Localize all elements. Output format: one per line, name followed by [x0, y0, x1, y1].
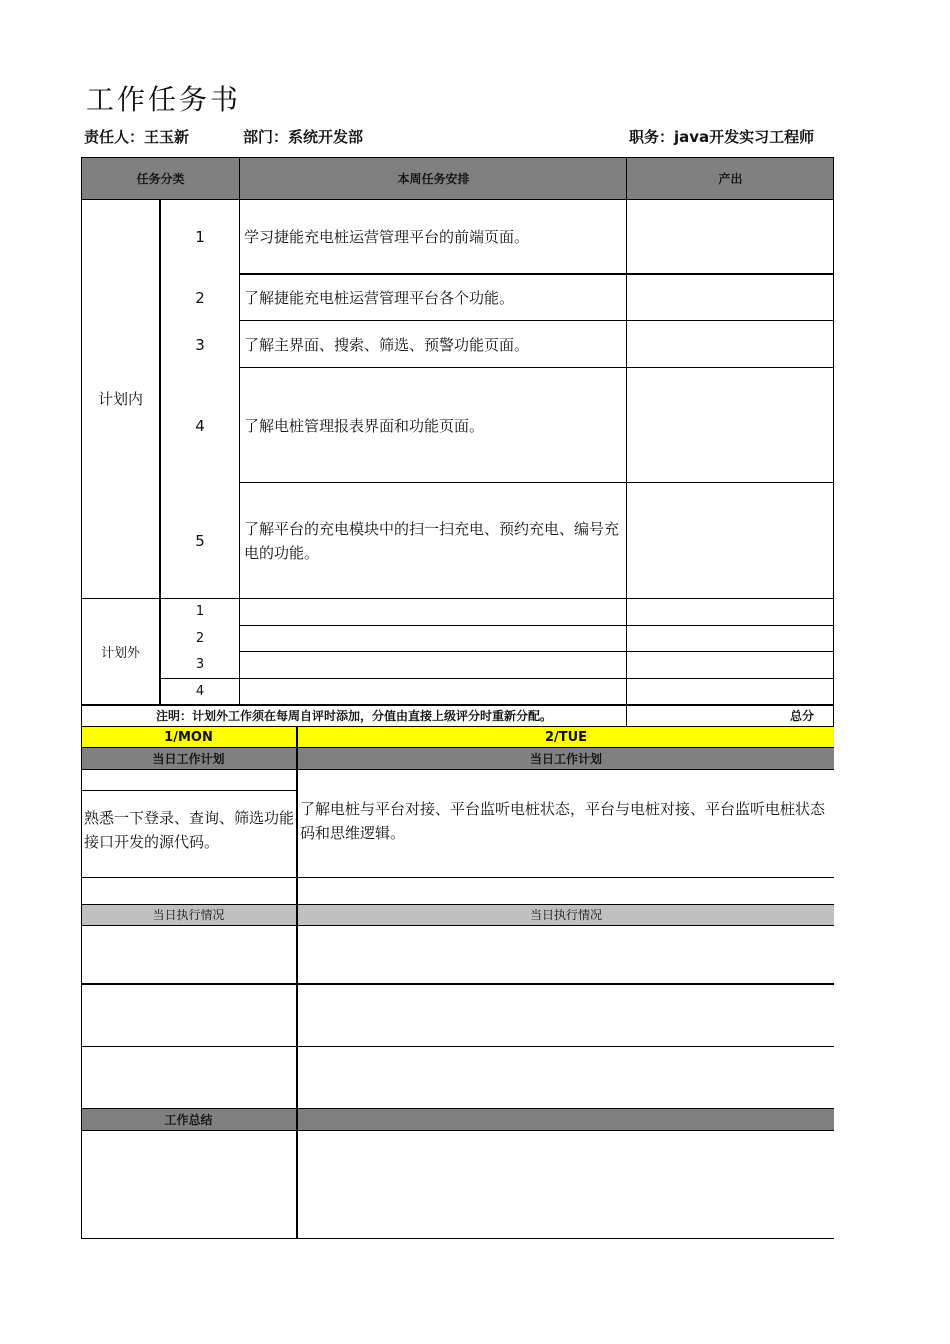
planned-row-number: 4 — [195, 416, 205, 435]
daily-plan-mon: 熟悉一下登录、查询、筛选功能接口开发的源代码。 — [84, 809, 295, 851]
unplanned-row-number: 1 — [195, 604, 205, 619]
unplanned-row-number: 2 — [195, 630, 205, 646]
work-summary-header-tue — [298, 1108, 834, 1130]
col-header-category: 任务分类 — [81, 157, 240, 200]
daily-plan-header-mon: 当日工作计划 — [81, 747, 296, 769]
work-summary-header: 工作总结 — [81, 1108, 296, 1130]
daily-plan-header-tue: 当日工作计划 — [298, 747, 834, 769]
daily-exec-header-mon: 当日执行情况 — [81, 904, 296, 925]
col-header-plan: 本周任务安排 — [240, 157, 627, 200]
planned-row-task: 了解电桩管理报表界面和功能页面。 — [244, 416, 485, 435]
daily-exec-header-tue: 当日执行情况 — [298, 904, 834, 925]
unplanned-row-number: 3 — [195, 657, 205, 672]
day-header-tue: 2/TUE — [298, 727, 834, 747]
planned-row-task: 了解主界面、搜索、筛选、预警功能页面。 — [244, 335, 530, 354]
unplanned-category-label: 计划外 — [100, 645, 140, 661]
position: 职务：java开发实习工程师 — [629, 128, 815, 146]
total-score-label: 总分 — [790, 708, 815, 723]
responsible-person: 责任人：王玉新 — [84, 128, 190, 146]
planned-row-task: 了解捷能充电桩运营管理平台各个功能。 — [244, 288, 515, 307]
planned-row-number: 1 — [195, 228, 205, 246]
planned-row-number: 3 — [195, 335, 205, 354]
col-header-output: 产出 — [627, 157, 834, 200]
day-header-mon: 1/MON — [81, 727, 296, 747]
planned-row-number: 5 — [195, 531, 205, 550]
planned-row-task: 了解平台的充电模块中的扫一扫充电、预约充电、编号充电的功能。 — [244, 519, 620, 562]
department: 部门：系统开发部 — [243, 128, 364, 146]
page-title: 工作任务书 — [86, 83, 242, 116]
unplanned-row-number: 4 — [195, 683, 205, 699]
note-text: 注明：计划外工作须在每周自评时添加，分值由直接上级评分时重新分配。 — [155, 708, 552, 723]
planned-row-number: 2 — [195, 288, 205, 307]
planned-category-label: 计划内 — [97, 390, 143, 408]
planned-row-task: 学习捷能充电桩运营管理平台的前端页面。 — [244, 228, 530, 246]
daily-plan-tue: 了解电桩与平台对接、平台监听电桩状态，平台与电桩对接、平台监听电桩状态码和思维逻辑。 — [300, 800, 826, 842]
